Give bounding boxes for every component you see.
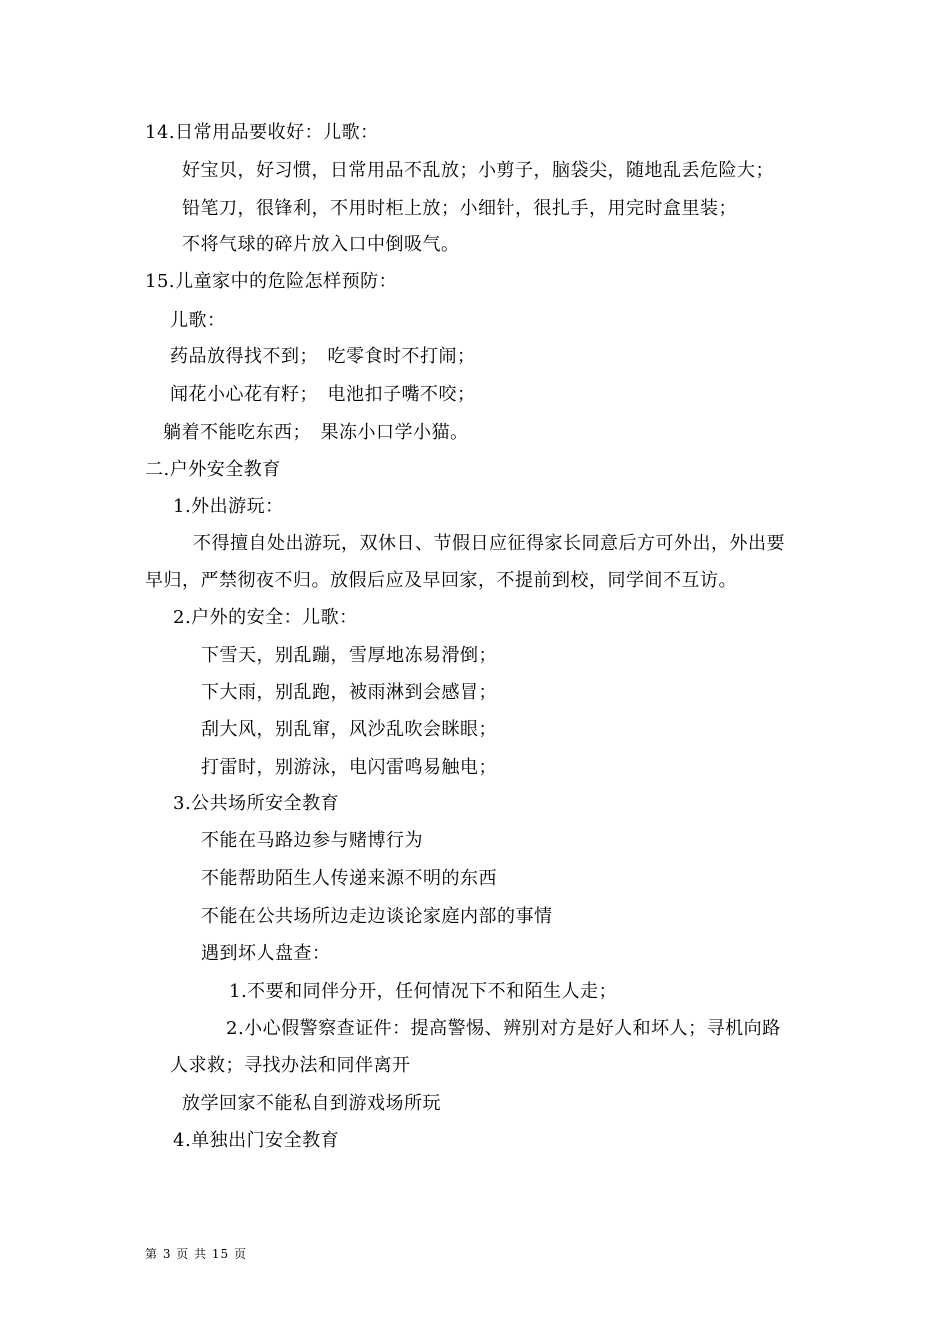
text-line-18: 打雷时，别游泳，电闪雷鸣易触电； [201, 757, 497, 778]
section-heading-outdoor: 二.户外安全教育 [145, 459, 281, 480]
text-line-27: 放学回家不能私自到游戏场所玩 [182, 1093, 441, 1114]
text-line-11: 1.外出游玩： [173, 496, 284, 517]
text-line-3: 铅笔刀，很锋利，不用时柜上放；小细针，很扎手，用完时盒里装； [182, 198, 737, 219]
text-line-14: 2.户外的安全：儿歌： [173, 607, 358, 628]
text-line-19: 3.公共场所安全教育 [173, 793, 340, 814]
text-line-17: 刮大风，别乱窜，风沙乱吹会眯眼； [201, 719, 497, 740]
text-line-13: 早归，严禁彻夜不归。放假后应及早回家，不提前到校，同学间不互访。 [145, 570, 737, 591]
text-line-6: 儿歌： [170, 310, 226, 331]
text-line-22: 不能在公共场所边走边谈论家庭内部的事情 [201, 906, 553, 927]
text-line-5: 15.儿童家中的危险怎样预防： [145, 271, 398, 292]
text-line-7: 药品放得找不到； 吃零食时不打闹； [170, 346, 476, 367]
text-line-4: 不将气球的碎片放入口中倒吸气。 [182, 234, 460, 255]
page-footer: 第 3 页 共 15 页 [145, 1247, 247, 1261]
text-line-12: 不得擅自处出游玩，双休日、节假日应征得家长同意后方可外出，外出要 [193, 533, 785, 554]
text-line-8: 闻花小心花有籽； 电池扣子嘴不咬； [170, 384, 476, 405]
text-line-20: 不能在马路边参与赌博行为 [201, 830, 423, 851]
text-line-2: 好宝贝，好习惯，日常用品不乱放；小剪子，脑袋尖，随地乱丢危险大； [182, 160, 774, 181]
text-line-16: 下大雨，别乱跑，被雨淋到会感冒； [201, 682, 497, 703]
text-line-15: 下雪天，别乱蹦，雪厚地冻易滑倒； [201, 645, 497, 666]
text-line-24: 1.不要和同伴分开，任何情况下不和陌生人走； [229, 981, 618, 1002]
text-line-21: 不能帮助陌生人传递来源不明的东西 [201, 868, 497, 889]
text-line-28: 4.单独出门安全教育 [173, 1130, 340, 1151]
text-line-9: 躺着不能吃东西； 果冻小口学小猫。 [163, 422, 469, 443]
text-line-1: 14.日常用品要收好：儿歌： [145, 122, 379, 143]
text-line-25: 2.小心假警察查证件：提高警惕、辨别对方是好人和坏人；寻机向路 [226, 1018, 781, 1039]
text-line-23: 遇到坏人盘查： [201, 943, 331, 964]
text-line-26: 人求救；寻找办法和同伴离开 [170, 1055, 411, 1076]
